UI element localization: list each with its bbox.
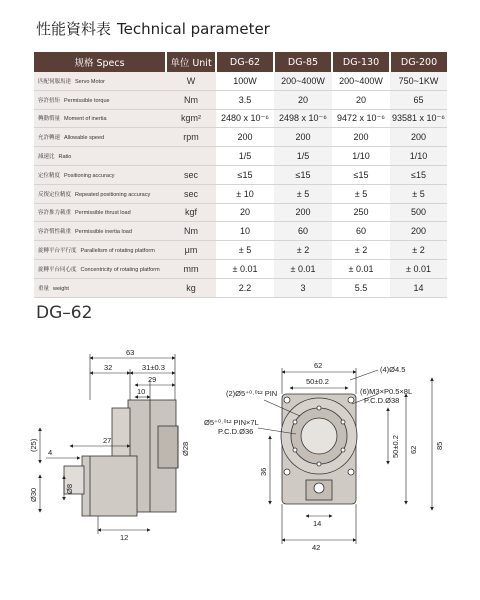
spec-name (34, 128, 166, 147)
spec-name-en: Moment of inertia (64, 116, 107, 123)
spec-unit: sec (166, 184, 216, 203)
spec-value: 1/5 (274, 147, 332, 166)
spec-name-zh: 容許慣性載重 (38, 229, 72, 236)
dim-14: 14 (313, 519, 322, 528)
spec-name-zh: 匹配伺服馬達 (38, 78, 72, 85)
dim-25: (25) (29, 438, 38, 452)
spec-value: ± 10 (216, 184, 274, 203)
spec-name-en: Servo Motor (75, 78, 105, 85)
spec-value: 9472 x 10⁻⁶ (332, 109, 390, 128)
dim-50: 50±0.2 (306, 377, 329, 386)
spec-name (34, 147, 166, 166)
spec-value: 200 (390, 128, 447, 147)
spec-value: ± 2 (274, 241, 332, 260)
spec-value: 1/10 (332, 147, 390, 166)
dim-42: 42 (312, 543, 321, 552)
spec-name-en: Permissible torque (64, 97, 110, 104)
spec-name-en: Permissible inertia load (75, 229, 132, 236)
spec-value: ≤15 (332, 165, 390, 184)
spec-unit (166, 147, 216, 166)
dim-29: 29 (148, 375, 157, 384)
spec-value: 60 (274, 222, 332, 241)
spec-value: 250 (332, 203, 390, 222)
spec-value: ± 0.01 (274, 259, 332, 278)
technical-drawing (0, 330, 480, 600)
dim-hole45: (4)Ø4.5 (380, 365, 406, 374)
spec-value: 200~400W (274, 72, 332, 90)
spec-value: ± 2 (332, 241, 390, 260)
dim-4: 4 (48, 448, 53, 457)
spec-value: ± 5 (332, 184, 390, 203)
spec-value: 60 (332, 222, 390, 241)
col-header: DG-130 (332, 52, 390, 72)
table-row (34, 203, 447, 222)
table-row (34, 184, 447, 203)
spec-value: 100W (216, 72, 274, 90)
spec-value: 2498 x 10⁻⁶ (274, 109, 332, 128)
spec-unit: mm (166, 259, 216, 278)
spec-value: 3 (274, 278, 332, 297)
dim-8: Ø8 (65, 483, 74, 494)
spec-value: 14 (390, 278, 447, 297)
spec-name (34, 222, 166, 241)
spec-unit: sec (166, 165, 216, 184)
table-row (34, 278, 447, 297)
spec-value: 20 (216, 203, 274, 222)
spec-value: 750~1KW (390, 72, 447, 90)
spec-name (34, 165, 166, 184)
page-title (36, 18, 270, 39)
spec-name-en: Concentricity of rotating platform (80, 266, 160, 273)
dim-32: 32 (104, 363, 113, 372)
dim-28: Ø28 (181, 441, 190, 456)
spec-value: 200 (274, 203, 332, 222)
spec-value: 1/10 (390, 147, 447, 166)
col-header: DG-200 (390, 52, 447, 72)
table-row (34, 147, 447, 166)
spec-value: ± 2 (390, 241, 447, 260)
spec-value: 2.2 (216, 278, 274, 297)
spec-name-en: weight (53, 285, 69, 292)
spec-value: 65 (390, 90, 447, 109)
spec-value: ± 5 (390, 184, 447, 203)
dim-50v: 50±0.2 (391, 435, 400, 458)
table-row (34, 109, 447, 128)
spec-value: ≤15 (216, 165, 274, 184)
dim-36: 36 (259, 467, 268, 476)
spec-name-en: Allowable speed (64, 135, 105, 142)
spec-name-zh: 轉動慣量 (38, 116, 61, 123)
spec-table (34, 52, 447, 298)
dim-62v: 62 (409, 445, 418, 454)
spec-value: 20 (274, 90, 332, 109)
spec-value: 200 (274, 128, 332, 147)
spec-name (34, 241, 166, 260)
table-row (34, 241, 447, 260)
spec-value: 200~400W (332, 72, 390, 90)
spec-name-en: Parallelism of rotating platform (80, 248, 155, 255)
col-header: 规格 Specs (34, 52, 166, 72)
spec-value: ± 0.01 (390, 259, 447, 278)
title-zh: 性能資料表 (36, 20, 112, 38)
spec-name-en: Repeated positioning accuracy (75, 191, 151, 198)
spec-name (34, 72, 166, 90)
spec-value: ≤15 (274, 165, 332, 184)
dim-31: 31±0.3 (142, 363, 165, 372)
dim-pcd36: P.C.D.Ø36 (218, 427, 254, 436)
col-header: DG-85 (274, 52, 332, 72)
dim-27: 27 (103, 436, 112, 445)
spec-name-en: Permissible thrust load (75, 210, 131, 217)
spec-name-en: Ratio (58, 154, 72, 161)
dim-30: Ø30 (29, 487, 38, 502)
spec-unit: rpm (166, 128, 216, 147)
table-header-row (34, 52, 447, 72)
spec-value: 3.5 (216, 90, 274, 109)
spec-value: ± 5 (274, 184, 332, 203)
table-row (34, 72, 447, 90)
spec-value: 93581 x 10⁻⁶ (390, 109, 447, 128)
spec-value: ≤15 (390, 165, 447, 184)
spec-value: 200 (216, 128, 274, 147)
dim-pcd38: P.C.D.Ø38 (364, 396, 400, 405)
table-row (34, 128, 447, 147)
spec-value: ± 5 (216, 241, 274, 260)
spec-name (34, 90, 166, 109)
spec-unit: W (166, 72, 216, 90)
spec-name-en: Positioning accuracy (64, 172, 115, 179)
spec-name-zh: 反復定位精度 (38, 191, 72, 198)
spec-unit: kgm² (166, 109, 216, 128)
spec-value: 200 (332, 128, 390, 147)
spec-unit: kg (166, 278, 216, 297)
table-row (34, 90, 447, 109)
table-row (34, 222, 447, 241)
col-header: 单位 Unit (166, 52, 216, 72)
spec-name-zh: 減速比 (38, 154, 55, 161)
spec-value: ± 0.01 (332, 259, 390, 278)
spec-unit: μm (166, 241, 216, 260)
dim-85: 85 (435, 441, 444, 450)
spec-value: 5.5 (332, 278, 390, 297)
spec-name-zh: 容許推力載重 (38, 210, 72, 217)
spec-name-zh: 旋轉平台同心度 (38, 266, 77, 273)
spec-name-zh: 允許轉速 (38, 135, 61, 142)
spec-value: 1/5 (216, 147, 274, 166)
dim-12: 12 (120, 533, 129, 542)
dim-62-top: 62 (314, 361, 323, 370)
spec-unit: Nm (166, 222, 216, 241)
spec-name-zh: 重量 (38, 285, 50, 292)
spec-name (34, 259, 166, 278)
dim-pin5b: Ø5⁺⁰·⁰¹² PIN×7L (204, 418, 259, 427)
spec-value: 10 (216, 222, 274, 241)
spec-name (34, 278, 166, 297)
spec-value: 500 (390, 203, 447, 222)
spec-value: 20 (332, 90, 390, 109)
spec-value: 200 (390, 222, 447, 241)
table-row (34, 259, 447, 278)
model-label: DG–62 (36, 303, 93, 323)
spec-unit: Nm (166, 90, 216, 109)
spec-name-zh: 定位精度 (38, 172, 61, 179)
table-row (34, 165, 447, 184)
spec-name (34, 203, 166, 222)
dim-63: 63 (126, 348, 135, 357)
title-en: Technical parameter (117, 20, 270, 38)
spec-value: ± 0.01 (216, 259, 274, 278)
dim-10: 10 (137, 387, 146, 396)
spec-name-zh: 容許扭矩 (38, 97, 61, 104)
spec-name (34, 184, 166, 203)
dim-m3: (6)M3×P0.5×8L (360, 387, 413, 396)
spec-name (34, 109, 166, 128)
spec-value: 2480 x 10⁻⁶ (216, 109, 274, 128)
col-header: DG-62 (216, 52, 274, 72)
dim-pin5: (2)Ø5⁺⁰·⁰¹² PIN (226, 389, 278, 398)
spec-name-zh: 旋轉平台平行度 (38, 248, 77, 255)
spec-unit: kgf (166, 203, 216, 222)
